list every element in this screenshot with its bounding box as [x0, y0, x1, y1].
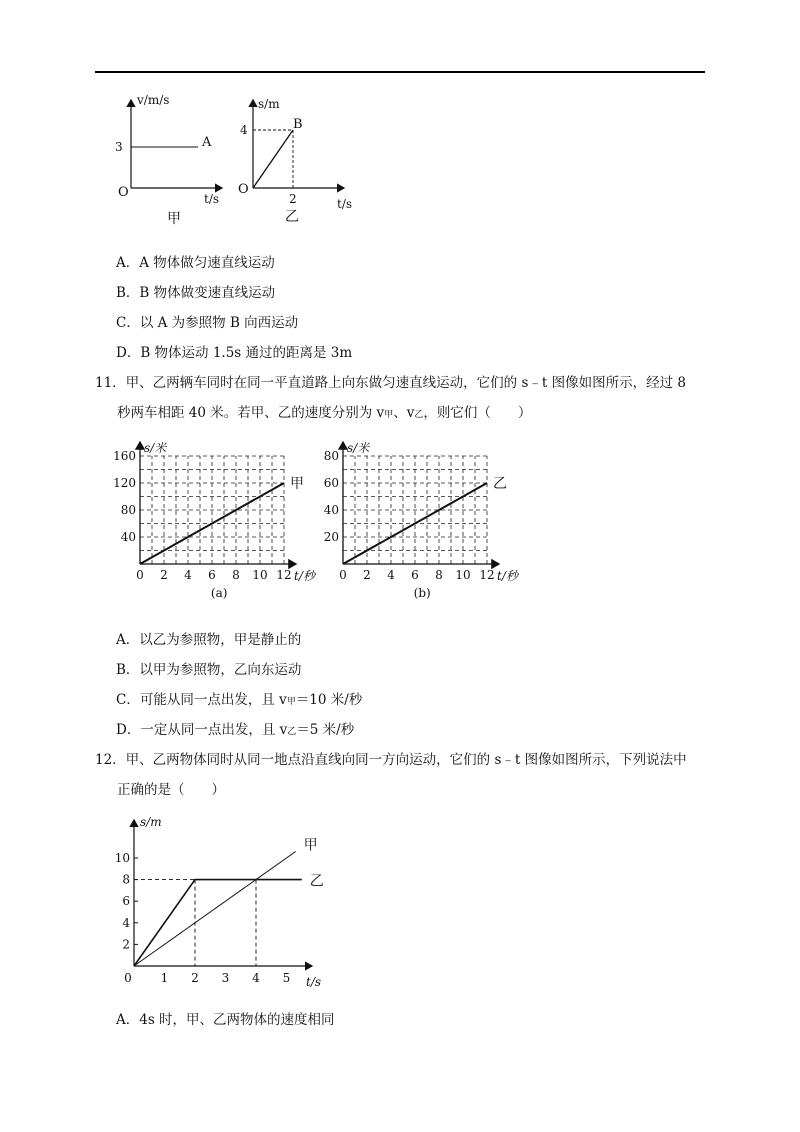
x-axis-label: t/秒	[497, 569, 518, 583]
yi-xtick: 2	[289, 192, 297, 206]
x-tick-label: 10	[252, 568, 268, 582]
x-tick-label: 1	[160, 971, 169, 985]
x-tick-label: 0	[136, 568, 144, 582]
yi-caption: 乙	[285, 209, 299, 225]
q10-option-c: C．以 A 为参照物 B 向西运动	[116, 315, 299, 331]
x-tick-label: 8	[232, 568, 240, 582]
q11-stem-line2: 秒两车相距 40 米。若甲、乙的速度分别为 v甲、v乙，则它们（ ）	[117, 405, 532, 421]
q11-option-d: D．一定从同一点出发，且 v乙＝5 米/秒	[116, 722, 355, 738]
x-tick-label: 4	[387, 568, 395, 582]
x-tick-label: 3	[221, 971, 230, 985]
y-tick-label: 120	[113, 476, 136, 490]
series-line	[134, 852, 296, 966]
q11-stem-line1: 11．甲、乙两辆车同时在同一平直道路上向东做匀速直线运动，它们的 s﹣t 图像如图所示，经过 8	[95, 375, 686, 391]
x-tick-label: 0	[124, 971, 132, 985]
x-tick-label: 2	[160, 568, 168, 582]
x-tick-label: 6	[208, 568, 216, 582]
series-label: 乙	[309, 873, 324, 890]
yi-origin: O	[238, 182, 249, 197]
q10-option-a: A．A 物体做匀速直线运动	[116, 255, 275, 271]
y-tick-label: 40	[323, 503, 339, 517]
series-label: 甲	[303, 837, 318, 854]
y-tick-label: 160	[113, 449, 136, 463]
q12-chart	[115, 815, 324, 989]
x-tick-label: 2	[191, 971, 199, 985]
yi-ytick: 4	[240, 123, 248, 137]
y-tick-label: 2	[122, 937, 130, 952]
q11-option-c: C．可能从同一点出发，且 v甲＝10 米/秒	[116, 692, 363, 708]
x-tick-label: 6	[411, 568, 419, 582]
jia-origin: O	[118, 185, 129, 200]
series-label: 甲	[290, 476, 304, 492]
q11-chart-b	[324, 441, 520, 600]
x-tick-label: 4	[184, 568, 192, 582]
y-axis-label: s/米	[144, 441, 167, 455]
q10-fig-yi	[238, 97, 352, 225]
y-tick-label: 4	[122, 915, 130, 930]
q11-option-b: B．以甲为参照物，乙向东运动	[116, 662, 302, 678]
yi-line-b	[253, 130, 293, 188]
q10-option-d: D．B 物体运动 1.5s 通过的距离是 3m	[116, 345, 353, 361]
y-tick-label: 8	[122, 872, 130, 887]
y-tick-label: 40	[120, 530, 136, 544]
x-tick-label: 8	[435, 568, 443, 582]
q10-option-b: B．B 物体做变速直线运动	[116, 285, 276, 301]
y-tick-label: 6	[122, 894, 130, 909]
chart-caption: (a)	[210, 586, 228, 600]
jia-caption: 甲	[167, 211, 181, 227]
x-tick-label: 12	[479, 568, 495, 582]
y-tick-label: 20	[323, 530, 339, 544]
x-tick-label: 4	[252, 971, 260, 985]
x-tick-label: 2	[363, 568, 371, 582]
q10-fig-jia	[115, 93, 222, 227]
q12-stem-line1: 12．甲、乙两物体同时从同一地点沿直线向同一方向运动，它们的 s﹣t 图像如图所示，下列说法中	[95, 752, 687, 768]
yi-point-label: B	[293, 117, 303, 132]
series-line	[134, 880, 302, 966]
jia-ytick: 3	[115, 140, 123, 154]
x-axis-label: t/s	[306, 975, 322, 989]
x-tick-label: 5	[282, 971, 291, 985]
chart-caption: (b)	[413, 586, 431, 600]
y-tick-label: 80	[323, 449, 339, 463]
x-tick-label: 10	[455, 568, 471, 582]
y-axis-label: s/m	[140, 815, 162, 829]
y-tick-label: 60	[323, 476, 339, 490]
q11-chart-a	[113, 441, 317, 600]
q12-stem-line2: 正确的是（ ）	[117, 782, 225, 798]
y-tick-label: 80	[120, 503, 136, 517]
x-tick-label: 12	[276, 568, 292, 582]
q12-option-a: A．4s 时，甲、乙两物体的速度相同	[116, 1012, 335, 1028]
yi-ylabel: s/m	[258, 97, 280, 111]
y-axis-label: s/米	[347, 441, 370, 455]
jia-ylabel: v/m/s	[137, 93, 170, 107]
y-tick-label: 10	[114, 851, 130, 865]
yi-xlabel: t/s	[337, 197, 353, 211]
x-tick-label: 0	[339, 568, 347, 582]
jia-xlabel: t/s	[204, 192, 220, 206]
q11-option-a: A．以乙为参照物，甲是静止的	[116, 632, 302, 648]
series-label: 乙	[493, 476, 507, 492]
x-axis-label: t/秒	[294, 569, 315, 583]
jia-line-label: A	[202, 135, 212, 150]
